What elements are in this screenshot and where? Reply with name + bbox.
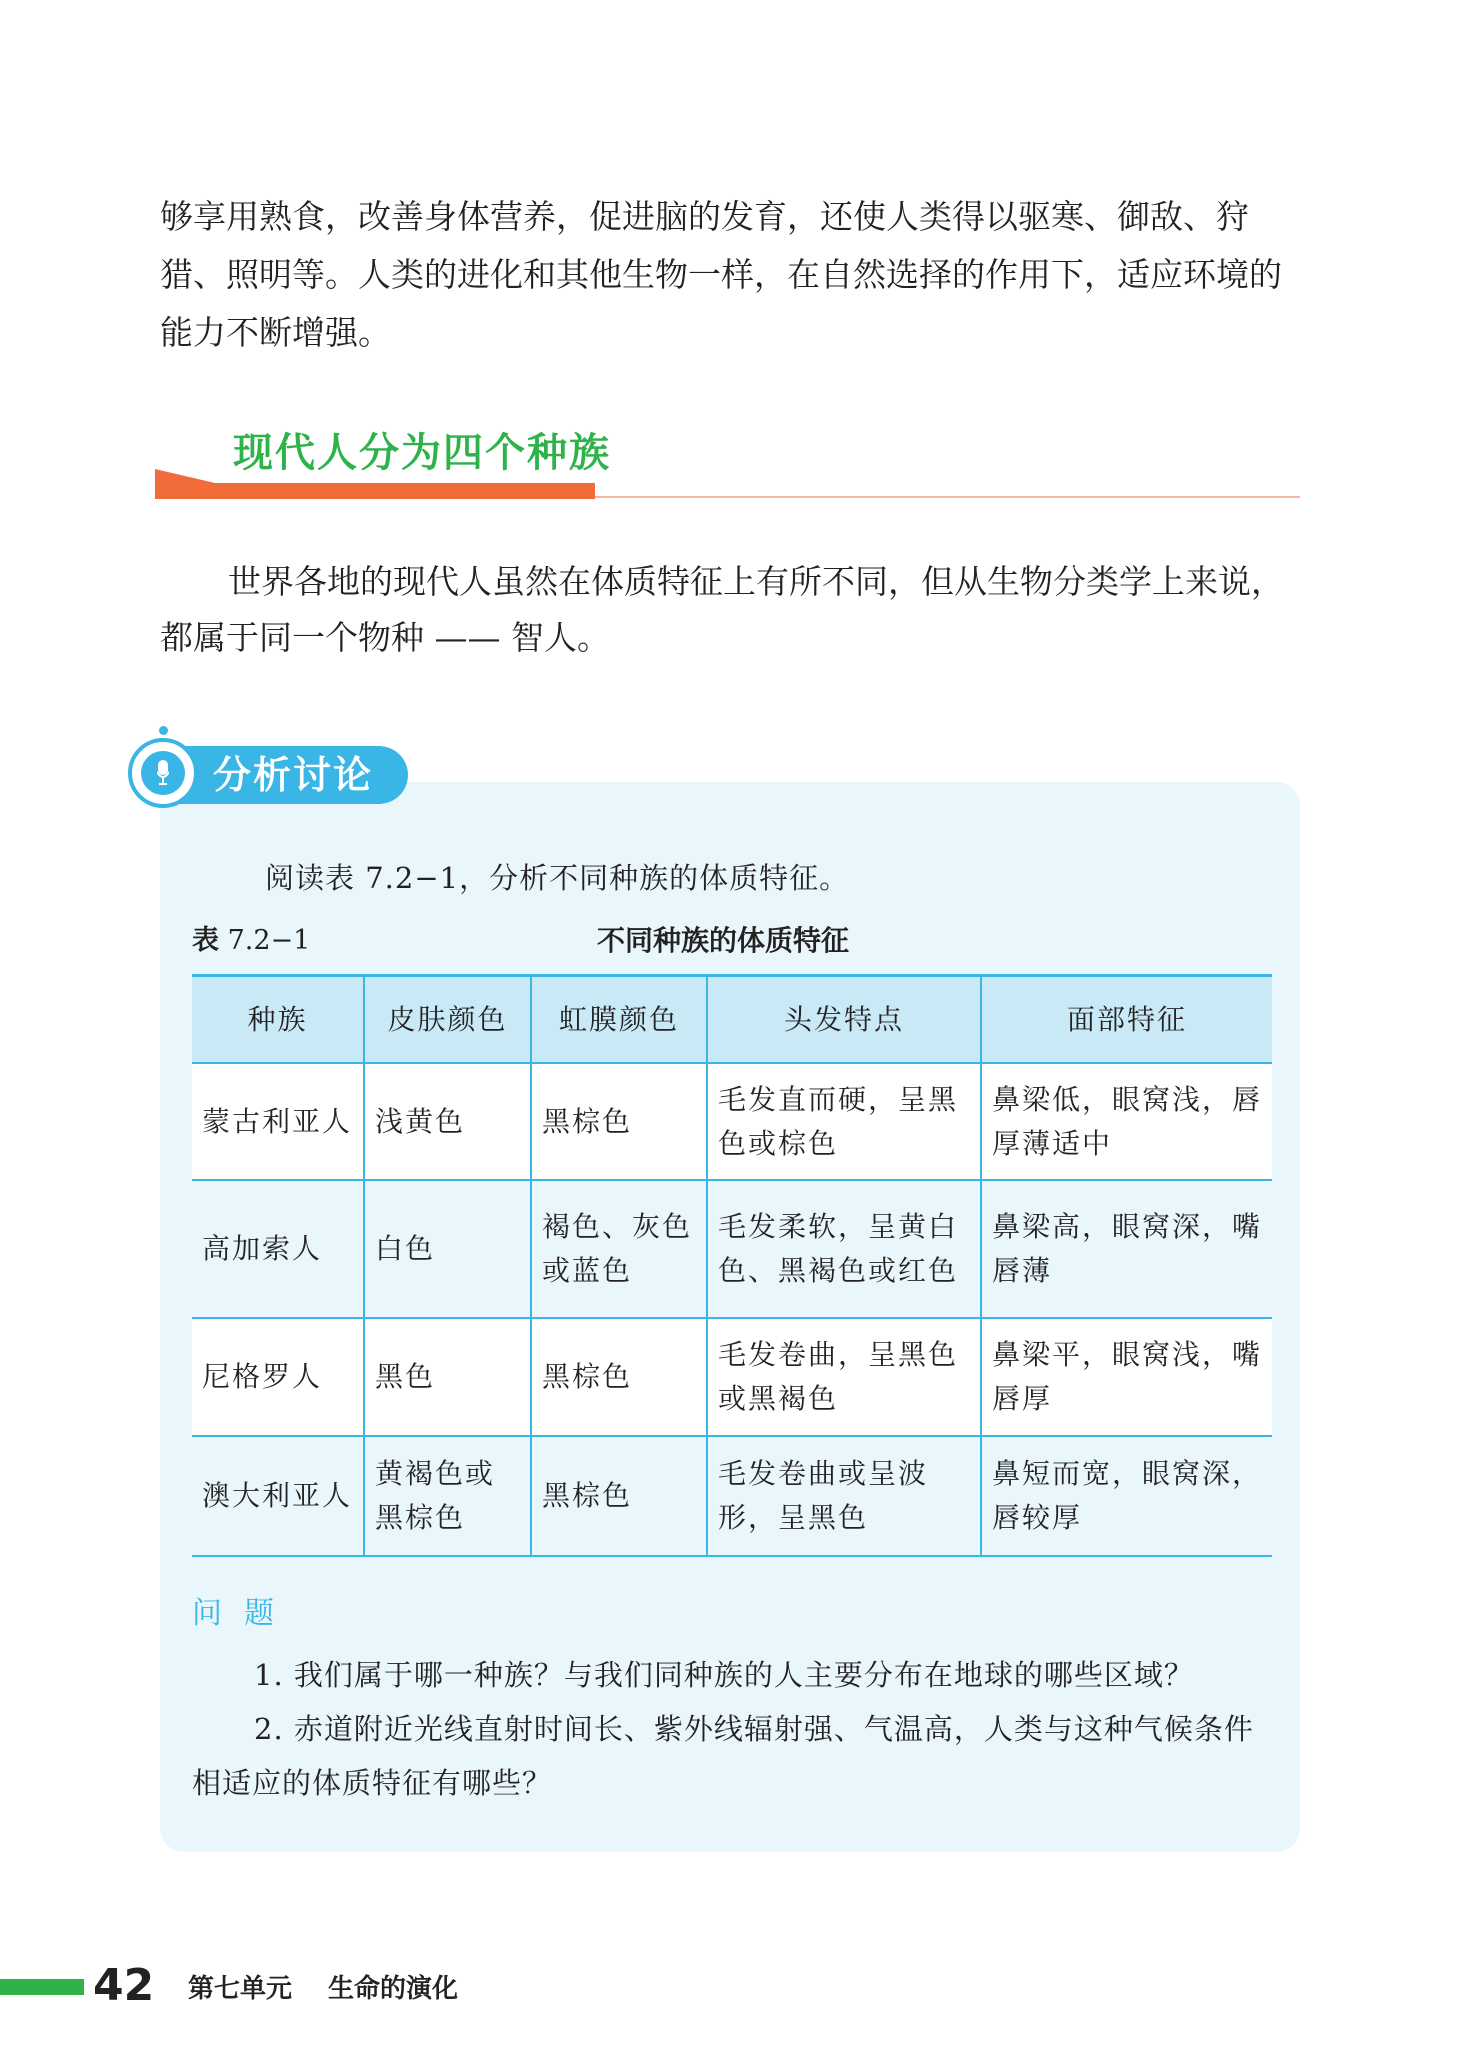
table-caption-title: 不同种族的体质特征 xyxy=(597,924,850,957)
table-cell: 毛发卷曲或呈波形，呈黑色 xyxy=(707,1436,981,1556)
footer-unit: 第七单元 xyxy=(188,1974,293,2004)
badge-circle xyxy=(128,738,198,808)
table-row xyxy=(192,1180,1272,1318)
table-cell: 蒙古利亚人 xyxy=(192,1063,364,1180)
badge-dot xyxy=(159,726,168,735)
discussion-badge xyxy=(128,738,408,810)
table-row xyxy=(192,1318,1272,1436)
table-cell: 鼻梁高，眼窝深，嘴唇薄 xyxy=(981,1180,1272,1318)
table-cell: 高加索人 xyxy=(192,1180,364,1318)
table-cell: 黑色 xyxy=(364,1318,531,1436)
table-row xyxy=(192,1436,1272,1556)
section-paragraph: 世界各地的现代人虽然在体质特征上有所不同，但从生物分类学上来说，都属于同一个物种 —— 智人。 xyxy=(160,562,1284,657)
table-cell: 黑棕色 xyxy=(531,1436,707,1556)
table-header-cell: 种族 xyxy=(192,976,364,1064)
table-header-cell: 皮肤颜色 xyxy=(364,976,531,1064)
race-traits-table xyxy=(192,974,1272,1557)
page-number: 42 xyxy=(93,1960,155,2011)
discussion-intro: 阅读表 7.2−1，分析不同种族的体质特征。 xyxy=(265,861,850,895)
table-cell: 鼻梁平，眼窝浅，嘴唇厚 xyxy=(981,1318,1272,1436)
microphone-icon xyxy=(157,760,169,786)
table-cell: 毛发卷曲，呈黑色或黑褐色 xyxy=(707,1318,981,1436)
heading-bar-wedge xyxy=(155,469,215,483)
table-caption-id: 7.2−1 xyxy=(219,925,311,956)
table-cell: 毛发柔软，呈黄白色、黑褐色或红色 xyxy=(707,1180,981,1318)
table-header-cell: 头发特点 xyxy=(707,976,981,1064)
table-cell: 鼻梁低，眼窝浅，唇厚薄适中 xyxy=(981,1063,1272,1180)
table-caption-prefix: 表 xyxy=(192,925,219,956)
question-item: 2. 赤道附近光线直射时间长、紫外线辐射强、气温高，人类与这种气候条件相适应的体质特征有哪些？ xyxy=(192,1712,1254,1800)
table-header-cell: 虹膜颜色 xyxy=(531,976,707,1064)
footer-chapter: 生命的演化 xyxy=(328,1974,459,2004)
table-cell: 白色 xyxy=(364,1180,531,1318)
intro-paragraph: 够享用熟食，改善身体营养，促进脑的发育，还使人类得以驱寒、御敌、狩猎、照明等。人类的进化和其他生物一样，在自然选择的作用下，适应环境的能力不断增强。 xyxy=(160,197,1282,352)
footer-bar xyxy=(0,1979,84,1995)
badge-circle-inner xyxy=(141,751,185,795)
table-cell: 黑棕色 xyxy=(531,1063,707,1180)
table-caption-number xyxy=(192,921,310,961)
table-cell: 黑棕色 xyxy=(531,1318,707,1436)
table-cell: 褐色、灰色或蓝色 xyxy=(531,1180,707,1318)
heading-rule xyxy=(595,496,1300,498)
table-cell: 浅黄色 xyxy=(364,1063,531,1180)
table-cell: 尼格罗人 xyxy=(192,1318,364,1436)
question-item: 1. 我们属于哪一种族？与我们同种族的人主要分布在地球的哪些区域？ xyxy=(254,1658,1194,1692)
question-list xyxy=(192,1648,1272,1810)
table-cell: 毛发直而硬，呈黑色或棕色 xyxy=(707,1063,981,1180)
question-heading: 问题 xyxy=(192,1596,296,1631)
table-cell: 黄褐色或黑棕色 xyxy=(364,1436,531,1556)
discussion-badge-label: 分析讨论 xyxy=(213,753,374,797)
table-cell: 澳大利亚人 xyxy=(192,1436,364,1556)
table-cell: 鼻短而宽，眼窝深，唇较厚 xyxy=(981,1436,1272,1556)
section-heading xyxy=(155,425,1300,505)
table-header-row xyxy=(192,976,1272,1064)
table-row xyxy=(192,1063,1272,1180)
section-title: 现代人分为四个种族 xyxy=(233,430,611,476)
heading-bar xyxy=(155,483,595,499)
table-header-cell: 面部特征 xyxy=(981,976,1272,1064)
